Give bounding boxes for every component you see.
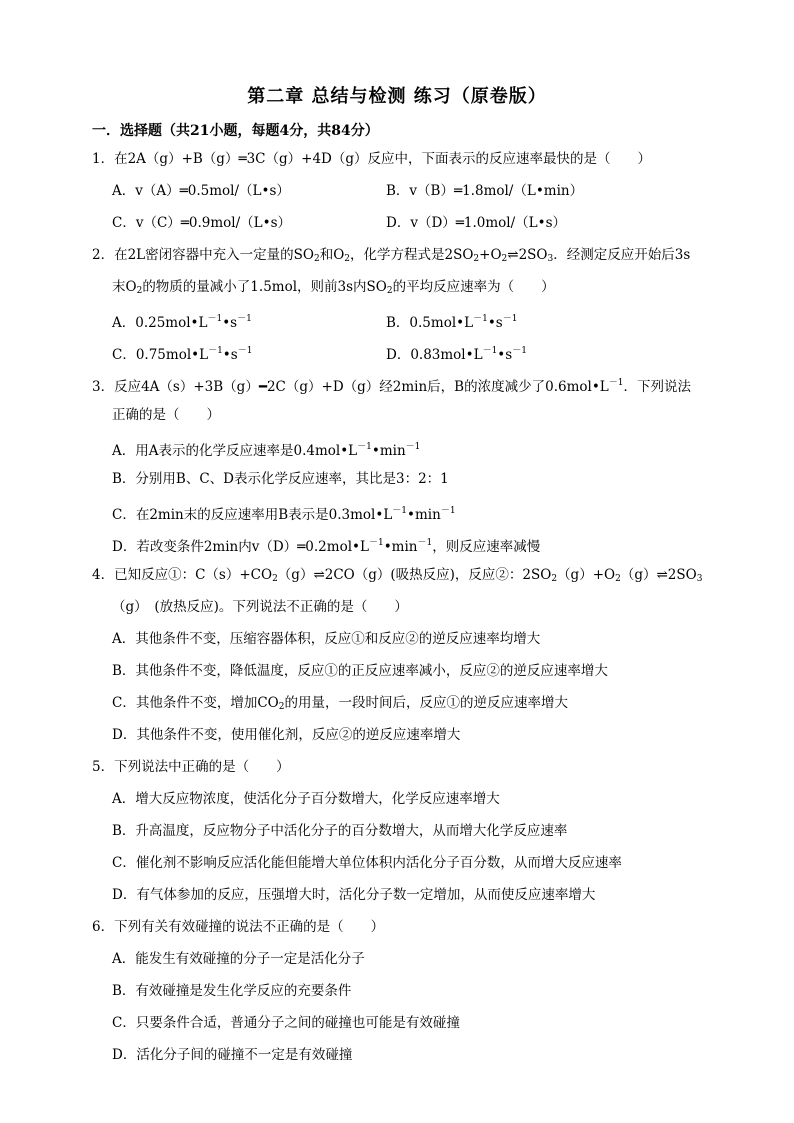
question-3-stem-line-1: 3．反应4A（s）+3B（g）━2C（g）+D（g）经2min后，B的浓度减少了$0.6mol•L^{-1}$．下列说法 — [92, 378, 691, 395]
question-1-option-d: D．v（D）═1.0mol/（L•s） — [386, 215, 567, 231]
question-3-option-c: C．在2min末的反应速率用B表示是$0.3mol•L^{-1}•\min^{-1}$ — [112, 506, 456, 523]
question-5-option-b: B．升高温度，反应物分子中活化分子的百分数增大，从而增大化学反应速率 — [112, 823, 568, 839]
question-2-option-c: C．$0.75mol•L^{-1}•s^{-1}$ — [112, 346, 253, 363]
question-5-option-d: D．有气体参加的反应，压强增大时，活化分子数一定增加，从而使反应速率增大 — [112, 887, 596, 903]
question-1-option-b: B．v（B）═1.8mol/（L•min） — [386, 183, 584, 199]
question-6-option-c: C．只要条件合适，普通分子之间的碰撞也可能是有效碰撞 — [112, 1015, 460, 1031]
question-2-option-b: B．$0.5mol•L^{-1}•s^{-1}$ — [386, 314, 518, 331]
question-5-stem: 5．下列说法中正确的是（ ） — [92, 759, 290, 775]
question-6-option-d: D．活化分子间的碰撞不一定是有效碰撞 — [112, 1047, 353, 1063]
question-1-stem: 1．在2A（g）+B（g）═3C（g）+4D（g）反应中，下面表示的反应速率最快的是（ ） — [92, 151, 651, 167]
question-4-option-b: B．其他条件不变，降低温度，反应①的正反应速率减小，反应②的逆反应速率增大 — [112, 663, 608, 679]
question-4-option-d: D．其他条件不变，使用催化剂，反应②的逆反应速率增大 — [112, 727, 461, 743]
question-5-option-a: A．增大反应物浓度，使活化分子百分数增大，化学反应速率增大 — [112, 791, 500, 807]
question-2-option-a: A．$0.25mol•L^{-1}•s^{-1}$ — [112, 314, 252, 331]
question-4-stem-line-1: 4．已知反应①：$C(s)+CO_2(g)\rightleftharpoons 2CO(g)$(吸热反应)，反应②：$2SO_2(g)+O_2(g)\rightleftharpoons 2SO_3$ — [92, 567, 703, 584]
question-4-option-c: C．其他条件不变，增加$CO_2$的用量，一段时间后，反应①的逆反应速率增大 — [112, 695, 568, 712]
question-3-option-d: D．若改变条件2min内$v(D)═0.2mol•L^{-1}•\min^{-1}$，则反应速率减慢 — [112, 538, 541, 555]
question-3-stem-line-2: 正确的是（ ） — [112, 407, 220, 423]
question-4-stem-line-2: （g） (放热反应)。下列说法不正确的是（ ） — [112, 599, 408, 615]
page-title: 第二章 总结与检测 练习（原卷版） — [247, 86, 547, 107]
question-6-option-b: B．有效碰撞是发生化学反应的充要条件 — [112, 983, 352, 999]
question-1-option-c: C．v（C）═0.9mol/（L•s） — [112, 215, 292, 231]
question-5-option-c: C．催化剂不影响反应活化能但能增大单位体积内活化分子百分数，从而增大反应速率 — [112, 855, 622, 871]
question-1-option-a: A．v（A）═0.5mol/（L•s） — [112, 183, 290, 199]
section-heading: 一．选择题（共21小题，每题4分，共84分） — [92, 123, 379, 139]
question-3-option-a: A．用A表示的化学反应速率是$0.4mol•L^{-1}•\min^{-1}$ — [112, 442, 421, 459]
question-6-stem: 6．下列有关有效碰撞的说法不正确的是（ ） — [92, 919, 385, 935]
question-2-stem-line-1: 2．在2L密闭容器中充入一定量的$SO_2$和$O_2$，化学方程式是$2SO_2+O_2\rightleftharpoons 2SO_3$．经测定反应开始后3s — [92, 247, 691, 264]
question-6-option-a: A．能发生有效碰撞的分子一定是活化分子 — [112, 951, 365, 967]
question-2-option-d: D．$0.83mol•L^{-1}•s^{-1}$ — [386, 346, 527, 363]
question-2-stem-line-2: 末$O_2$的物质的量减小了1.5mol，则前3s内$SO_2$的平均反应速率为（ ） — [112, 279, 555, 296]
question-4-option-a: A．其他条件不变，压缩容器体积，反应①和反应②的逆反应速率均增大 — [112, 631, 541, 647]
question-3-option-b: B．分别用B、C、D表示化学反应速率，其比是3：2：1 — [112, 471, 449, 487]
